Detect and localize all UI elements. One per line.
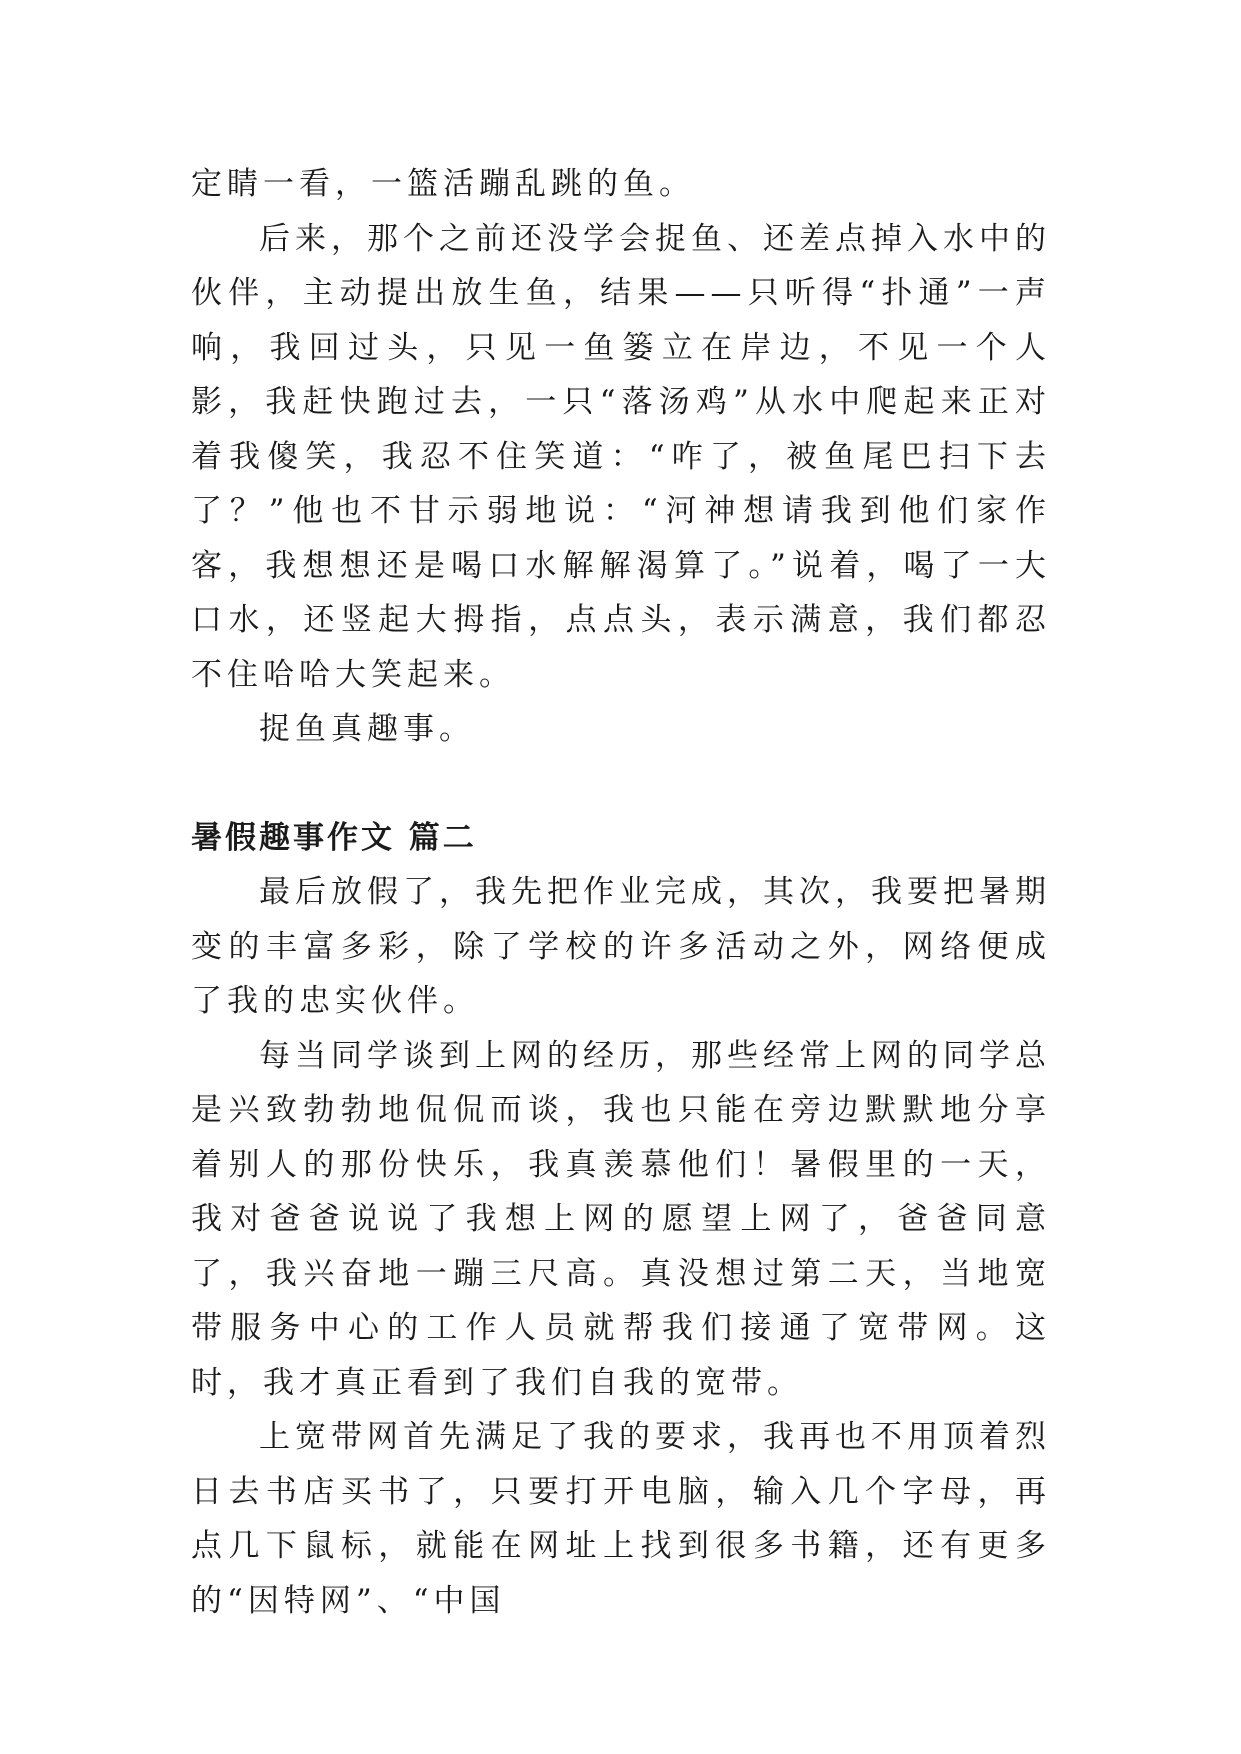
- paragraph-fish-story: 后来，那个之前还没学会捉鱼、还差点掉入水中的伙伴，主动提出放生鱼，结果——只听得“扑通”一声响，我回过头，只见一鱼篓立在岸边，不见一个人影，我赶快跑过去，一只“落汤鸡”从水中爬起来正对着我傻笑，我忍不住笑道：“咋了，被鱼尾巴扫下去了？”他也不甘示弱地说：“河神想请我到他们家作客，我想想还是喝口水解解渴算了。”说着，喝了一大口水，还竖起大拇指，点点头，表示满意，我们都忍不住哈哈大笑起来。: [191, 220, 1051, 693]
- paragraph-conclusion: 捉鱼真趣事。: [259, 711, 475, 747]
- document-body: [191, 157, 1051, 1628]
- paragraph-continuation: 定睛一看，一篮活蹦乱跳的鱼。: [191, 166, 695, 202]
- paragraph-vacation-start: 最后放假了，我先把作业完成，其次，我要把暑期变的丰富多彩，除了学校的许多活动之外，网络便成了我的忠实伙伴。: [191, 874, 1051, 1019]
- paragraph-broadband: 上宽带网首先满足了我的要求，我再也不用顶着烈日去书店买书了，只要打开电脑，输入几个字母，再点几下鼠标，就能在网址上找到很多书籍，还有更多的“因特网”、“中国: [191, 1419, 1051, 1619]
- paragraph-internet-wish: 每当同学谈到上网的经历，那些经常上网的同学总是兴致勃勃地侃侃而谈，我也只能在旁边默默地分享着别人的那份快乐，我真羡慕他们！暑假里的一天，我对爸爸说说了我想上网的愿望上网了，爸爸同意了，我兴奋地一蹦三尺高。真没想过第二天，当地宽带服务中心的工作人员就帮我们接通了宽带网。这时，我才真正看到了我们自我的宽带。: [191, 1037, 1051, 1401]
- section-heading: 暑假趣事作文 篇二: [191, 819, 477, 856]
